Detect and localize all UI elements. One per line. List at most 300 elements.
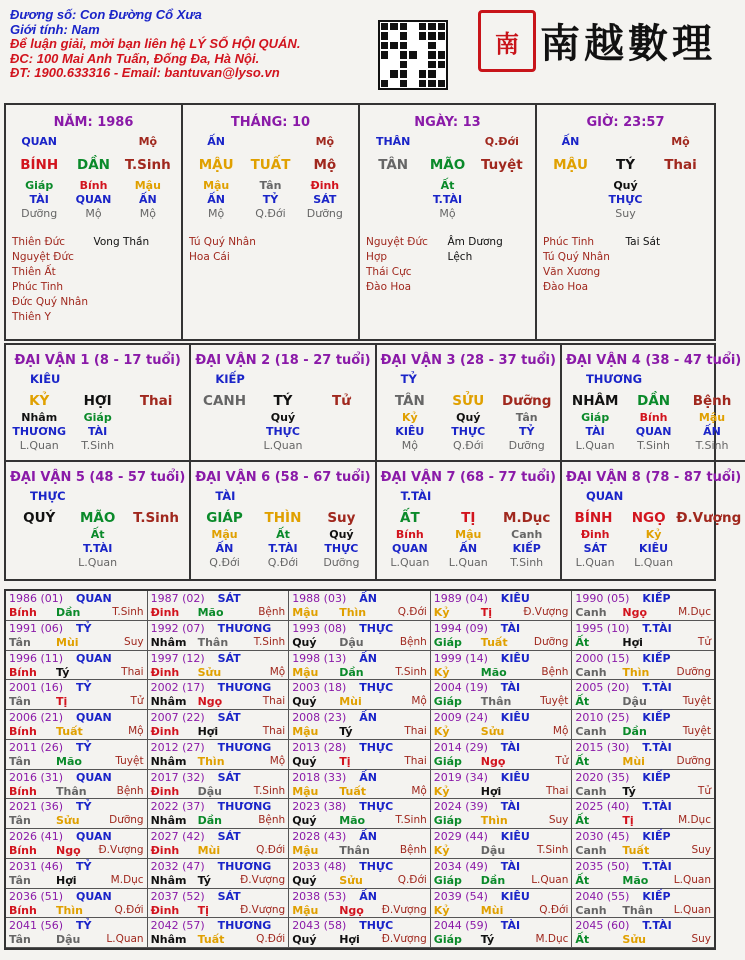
stem-branch-text: Bệnh bbox=[692, 393, 732, 409]
year-branch: Ngọ bbox=[56, 844, 81, 857]
stem-branch-text: NGỌ bbox=[631, 510, 666, 526]
stem-branch-text: THỰC bbox=[451, 425, 486, 438]
year-stem: Canh bbox=[575, 784, 607, 798]
year-stem: Mậu bbox=[292, 665, 319, 679]
year-cell bbox=[289, 680, 431, 710]
year-god: THƯƠNG bbox=[217, 859, 272, 873]
year-stage: Đ.Vượng bbox=[523, 606, 569, 618]
year-god: T.TÀI bbox=[642, 919, 672, 933]
stem-branch-text: NHÂM bbox=[571, 393, 619, 409]
year-label: 2023 (38) bbox=[292, 800, 347, 814]
stem-branch-text: Suy bbox=[327, 510, 356, 526]
stem-branch-text: Mộ bbox=[313, 157, 337, 173]
year-god: KIẾP bbox=[642, 830, 671, 843]
year-branch: Hợi bbox=[197, 725, 219, 738]
year-label: 2014 (29) bbox=[433, 740, 488, 754]
year-cell bbox=[6, 621, 148, 651]
stem-branch-text bbox=[10, 542, 68, 556]
stem-branch-text: THƯƠNG bbox=[12, 425, 67, 438]
year-stage: Q.Đới bbox=[397, 873, 427, 886]
stem-branch-text bbox=[312, 411, 370, 425]
year-branch: Dậu bbox=[622, 695, 647, 709]
year-stem: Quý bbox=[292, 873, 317, 887]
year-branch: Tuất bbox=[197, 933, 225, 947]
stem-branch-text: TỶ bbox=[518, 425, 535, 438]
year-stem: Giáp bbox=[433, 754, 462, 768]
stem-branch-text: ẤT bbox=[400, 510, 420, 526]
dai-van-1 bbox=[6, 345, 191, 462]
stem-branch-text: TỊ bbox=[461, 510, 476, 526]
stem-branch-text: DẦN bbox=[77, 157, 110, 173]
stem-branch-text: L.Quan bbox=[575, 556, 615, 569]
year-cell bbox=[431, 651, 573, 681]
year-branch: Thìn bbox=[339, 606, 367, 619]
year-cell bbox=[572, 710, 714, 740]
year-branch: Thìn bbox=[480, 814, 508, 828]
year-stage: Q.Đới bbox=[256, 933, 286, 946]
year-branch: Mùi bbox=[56, 635, 79, 649]
year-label: 2016 (31) bbox=[9, 770, 64, 784]
year-stem: Giáp bbox=[433, 635, 462, 649]
stem-branch-text: L.Quan bbox=[575, 439, 615, 452]
stem-branch-text bbox=[66, 135, 120, 149]
year-label: 2021 (36) bbox=[9, 800, 64, 814]
year-label: 2032 (47) bbox=[150, 859, 205, 873]
stem-branch-text: Ất bbox=[90, 528, 105, 541]
year-god: KIÊU bbox=[500, 651, 530, 665]
year-stem: Kỷ bbox=[433, 903, 450, 917]
year-label: 2008 (23) bbox=[292, 711, 347, 724]
year-god: KIÊU bbox=[500, 711, 530, 724]
year-cell bbox=[148, 889, 290, 919]
year-stage: Suy bbox=[691, 933, 711, 946]
stem-branch-text: L.Quan bbox=[448, 556, 488, 569]
star-name: Thiên Ất bbox=[12, 266, 56, 278]
star-name: Phúc Tinh bbox=[543, 236, 595, 248]
year-cell bbox=[148, 591, 290, 621]
year-branch: Tuất bbox=[622, 844, 650, 857]
year-label: 2033 (48) bbox=[292, 859, 347, 873]
year-cell bbox=[289, 740, 431, 770]
star-name: Đào Hoa bbox=[366, 281, 412, 293]
year-stem: Canh bbox=[575, 665, 607, 679]
year-cell bbox=[6, 889, 148, 919]
year-stem: Kỷ bbox=[433, 844, 450, 857]
year-stage: Mộ bbox=[128, 725, 144, 737]
year-god: THƯƠNG bbox=[217, 681, 272, 695]
stem-branch-text: TÂN bbox=[378, 157, 409, 173]
year-label: 2010 (25) bbox=[575, 711, 630, 724]
dai-van-god: TÀI bbox=[215, 489, 236, 503]
year-cell bbox=[289, 770, 431, 800]
dai-van-grid bbox=[4, 343, 742, 581]
stem-branch-text: Tân bbox=[259, 179, 282, 192]
stem-branch-text: T.Sinh bbox=[695, 439, 729, 452]
year-cell bbox=[148, 710, 290, 740]
dai-van-title: ĐẠI VẬN 8 (78 - 87 tuổi) bbox=[565, 470, 742, 485]
year-cell bbox=[572, 651, 714, 681]
year-branch: Mùi bbox=[622, 754, 645, 768]
year-cell bbox=[572, 621, 714, 651]
stem-branch-text: Bính bbox=[395, 528, 424, 541]
year-label: 1993 (08) bbox=[292, 621, 347, 635]
dai-van-god: THƯƠNG bbox=[585, 372, 643, 386]
year-label: 2005 (20) bbox=[575, 681, 630, 695]
year-branch: Dậu bbox=[56, 933, 81, 947]
year-cell bbox=[572, 889, 714, 919]
stem-branch-text: TÀI bbox=[29, 193, 49, 206]
year-stage: M.Dục bbox=[535, 933, 569, 946]
year-label: 2018 (33) bbox=[292, 770, 347, 784]
year-branch: Tị bbox=[339, 754, 351, 768]
year-god: TÀI bbox=[500, 621, 521, 635]
year-stem: Ất bbox=[575, 754, 590, 768]
year-cell bbox=[6, 591, 148, 621]
year-cell bbox=[431, 770, 573, 800]
year-branch: Thân bbox=[339, 844, 370, 857]
stem-branch-text: TÀI bbox=[88, 425, 108, 438]
year-stage: Thai bbox=[262, 725, 286, 737]
year-stem: Quý bbox=[292, 933, 317, 947]
year-god: QUAN bbox=[76, 651, 112, 665]
star-name: Phúc Tinh bbox=[12, 281, 64, 293]
year-branch: Thìn bbox=[56, 903, 83, 917]
year-cell bbox=[572, 740, 714, 770]
year-stem: Kỷ bbox=[433, 784, 450, 798]
year-god: T.TÀI bbox=[642, 621, 672, 635]
year-god: T.TÀI bbox=[642, 740, 672, 754]
year-cell bbox=[289, 710, 431, 740]
year-branch: Tý bbox=[56, 665, 70, 679]
dai-van-title: ĐẠI VẬN 4 (38 - 47 tuổi) bbox=[565, 353, 742, 368]
stem-branch-text bbox=[543, 207, 598, 221]
stem-branch-text: Q.Đới bbox=[484, 135, 519, 148]
year-label: 2017 (32) bbox=[150, 770, 205, 784]
year-label: 2006 (21) bbox=[9, 711, 64, 724]
year-cell bbox=[289, 651, 431, 681]
year-label: 1991 (06) bbox=[9, 621, 64, 635]
year-label: 2004 (19) bbox=[433, 681, 488, 695]
dai-van-title: ĐẠI VẬN 2 (18 - 27 tuổi) bbox=[195, 353, 371, 368]
stem-branch-text bbox=[543, 179, 598, 193]
year-cell bbox=[431, 889, 573, 919]
year-label: 1990 (05) bbox=[575, 592, 630, 605]
year-stage: Đ.Vượng bbox=[240, 903, 286, 916]
year-cell bbox=[289, 621, 431, 651]
year-god: KIẾP bbox=[642, 770, 671, 784]
stem-branch-text: THỰC bbox=[324, 542, 359, 555]
year-god: T.TÀI bbox=[642, 800, 672, 814]
stem-branch-text: Bính bbox=[79, 179, 108, 192]
year-stem: Nhâm bbox=[150, 635, 187, 649]
year-god: TỶ bbox=[76, 859, 92, 873]
year-cell bbox=[431, 621, 573, 651]
year-cell bbox=[289, 829, 431, 859]
year-label: 2001 (16) bbox=[9, 681, 64, 695]
stem-branch-text bbox=[127, 411, 185, 425]
stem-branch-text: MẬU bbox=[198, 157, 234, 173]
year-god: TÀI bbox=[500, 919, 521, 933]
stem-branch-text: Quý bbox=[329, 528, 354, 541]
dai-van-god: THỰC bbox=[30, 489, 66, 503]
year-god: T.TÀI bbox=[642, 859, 672, 873]
year-label: 2002 (17) bbox=[150, 681, 205, 695]
year-stage: L.Quan bbox=[106, 933, 144, 946]
year-label: 2022 (37) bbox=[150, 800, 205, 814]
star-name: Vong Thần bbox=[93, 236, 150, 248]
year-stage: Dưỡng bbox=[676, 754, 711, 767]
stem-branch-text: T.Sinh bbox=[124, 157, 171, 173]
year-god: T.TÀI bbox=[642, 681, 672, 695]
year-label: 1987 (02) bbox=[150, 592, 205, 605]
stem-branch-text: MẬU bbox=[553, 157, 588, 173]
year-label: 2034 (49) bbox=[433, 859, 488, 873]
year-god: SÁT bbox=[217, 770, 241, 784]
year-stage: Mộ bbox=[411, 695, 427, 708]
year-label: 2015 (30) bbox=[575, 740, 630, 754]
year-stage: Thai bbox=[404, 754, 427, 767]
year-stage: Suy bbox=[691, 844, 711, 856]
year-cell bbox=[148, 859, 290, 889]
year-god: THƯƠNG bbox=[217, 621, 272, 635]
year-stem: Nhâm bbox=[150, 814, 187, 828]
year-branch: Tị bbox=[56, 695, 68, 709]
year-stem: Nhâm bbox=[150, 873, 187, 887]
year-stem: Mậu bbox=[292, 844, 319, 857]
stem-branch-text: TỶ bbox=[262, 193, 279, 206]
stem-branch-text: ẤN bbox=[207, 135, 226, 148]
year-label: 2003 (18) bbox=[292, 681, 347, 695]
stem-branch-text: ẤN bbox=[459, 542, 478, 555]
year-cell bbox=[6, 859, 148, 889]
year-god: THƯƠNG bbox=[217, 740, 272, 754]
year-god: TỶ bbox=[76, 740, 92, 754]
year-stage: Đ.Vượng bbox=[381, 933, 427, 946]
stem-branch-text: Thai bbox=[664, 157, 697, 173]
pillar-title: NĂM: 1986 bbox=[53, 115, 134, 130]
stem-branch-text: Mộ bbox=[671, 135, 690, 148]
year-stem: Kỷ bbox=[433, 665, 450, 679]
contact-invite: Để luận giải, mời bạn liên hệ LÝ SỐ HỘI QUÁN. bbox=[10, 36, 301, 51]
year-stem: Kỷ bbox=[433, 725, 450, 738]
pillar-title: GIỜ: 23:57 bbox=[586, 115, 665, 130]
stem-branch-text bbox=[653, 179, 708, 193]
year-stage: Q.Đới bbox=[397, 606, 427, 618]
stem-branch-text: Mậu bbox=[211, 528, 238, 541]
dai-van-god: QUAN bbox=[585, 489, 624, 503]
year-stem: Tân bbox=[9, 635, 31, 649]
stem-branch-text: Giáp bbox=[581, 411, 610, 424]
year-god: THỰC bbox=[359, 740, 394, 754]
year-cell bbox=[572, 770, 714, 800]
year-stem: Bính bbox=[9, 665, 37, 679]
year-branch: Tị bbox=[197, 903, 209, 917]
year-branch: Sửu bbox=[56, 814, 80, 828]
year-stage: Bệnh bbox=[399, 844, 427, 856]
year-label: 2042 (57) bbox=[150, 919, 205, 933]
year-stem: Kỷ bbox=[433, 606, 450, 619]
year-god: THỰC bbox=[359, 800, 394, 814]
year-stage: M.Dục bbox=[110, 873, 144, 886]
year-god: SÁT bbox=[217, 592, 241, 605]
year-god: TỶ bbox=[76, 621, 92, 635]
stem-branch-text bbox=[683, 542, 741, 556]
dai-van-8 bbox=[562, 462, 745, 579]
stem-branch-text: Canh bbox=[511, 528, 543, 541]
stem-branch-text: ẤN bbox=[561, 135, 580, 148]
year-stage: Thai bbox=[262, 695, 286, 708]
stem-branch-text: T.Sinh bbox=[510, 556, 544, 569]
stem-branch-text: Q.Đới bbox=[209, 556, 240, 569]
year-label: 2045 (60) bbox=[575, 919, 630, 933]
year-label: 2011 (26) bbox=[9, 740, 64, 754]
stem-branch-text: TÝ bbox=[273, 393, 293, 409]
year-label: 1986 (01) bbox=[9, 592, 64, 605]
stem-branch-text: Ất bbox=[276, 528, 290, 541]
stem-branch-text bbox=[195, 411, 253, 425]
year-stem: Nhâm bbox=[150, 754, 187, 768]
year-stage: Đ.Vượng bbox=[240, 873, 286, 886]
year-stage: Bệnh bbox=[258, 814, 286, 827]
stem-branch-text: DẦN bbox=[637, 393, 671, 409]
star-name: Đức Quý Nhân bbox=[12, 296, 88, 308]
stem-branch-text: QUAN bbox=[392, 542, 428, 555]
year-cell bbox=[6, 651, 148, 681]
year-branch: Tuất bbox=[339, 784, 366, 798]
year-branch: Tý bbox=[480, 933, 495, 947]
year-stem: Bính bbox=[9, 606, 37, 619]
year-stem: Ất bbox=[575, 635, 590, 649]
year-cell bbox=[289, 799, 431, 829]
year-stem: Bính bbox=[9, 784, 37, 798]
year-god: TỶ bbox=[76, 681, 92, 695]
year-label: 2012 (27) bbox=[150, 740, 205, 754]
stem-branch-text: TUẤT bbox=[250, 157, 291, 173]
year-stage: Dưỡng bbox=[533, 635, 569, 648]
year-stage: T.Sinh bbox=[253, 784, 286, 797]
year-label: 2030 (45) bbox=[575, 830, 630, 843]
star-name: Thái Cực bbox=[366, 266, 412, 278]
year-branch: Mùi bbox=[480, 903, 504, 917]
year-stem: Nhâm bbox=[150, 695, 187, 709]
year-label: 2041 (56) bbox=[9, 919, 64, 933]
year-stage: Bệnh bbox=[399, 635, 427, 648]
dai-van-title: ĐẠI VẬN 1 (8 - 17 tuổi) bbox=[14, 353, 181, 368]
stem-branch-text: Mộ bbox=[138, 135, 158, 148]
year-god: QUAN bbox=[76, 889, 112, 903]
stem-branch-text: Mậu bbox=[203, 179, 230, 192]
year-god: TÀI bbox=[500, 859, 521, 873]
year-god: THỰC bbox=[359, 681, 394, 695]
year-stage: Bệnh bbox=[116, 784, 144, 797]
year-stage: Suy bbox=[548, 814, 569, 827]
year-stage: Tuyệt bbox=[540, 695, 569, 708]
year-god: THỰC bbox=[359, 859, 394, 873]
stem-branch-text: Nhâm bbox=[21, 411, 58, 424]
pillar-title: NGÀY: 13 bbox=[414, 115, 481, 130]
dai-van-5 bbox=[6, 462, 191, 579]
stem-branch-text: Thai bbox=[139, 393, 173, 409]
stem-branch-text: Mộ bbox=[315, 135, 335, 148]
year-god: TÀI bbox=[500, 740, 521, 754]
year-branch: Hợi bbox=[56, 873, 77, 887]
dai-van-6 bbox=[191, 462, 376, 579]
year-god: ẤN bbox=[359, 889, 377, 903]
year-stem: Mậu bbox=[292, 903, 319, 917]
stem-branch-text: T.Sinh bbox=[637, 439, 671, 452]
year-stem: Canh bbox=[575, 903, 607, 917]
year-stage: Mộ bbox=[269, 754, 286, 767]
chart-header bbox=[10, 8, 370, 81]
star-name: Tú Quý Nhân bbox=[543, 251, 610, 263]
year-branch: Thân bbox=[622, 903, 653, 917]
stem-branch-text: HỢI bbox=[83, 393, 112, 409]
year-stem: Ất bbox=[575, 695, 590, 709]
year-stage: Đ.Vượng bbox=[381, 903, 427, 916]
year-cell bbox=[431, 591, 573, 621]
year-stage: T.Sinh bbox=[112, 606, 144, 618]
stem-branch-text bbox=[683, 556, 741, 570]
year-cell bbox=[572, 680, 714, 710]
stem-branch-text: TÀI bbox=[585, 425, 605, 438]
year-branch: Sửu bbox=[480, 725, 505, 738]
year-label: 2039 (54) bbox=[433, 889, 488, 903]
stem-branch-text bbox=[475, 193, 529, 207]
stem-branch-text: Mộ bbox=[401, 439, 418, 452]
year-branch: Sửu bbox=[197, 665, 222, 679]
year-stage: T.Sinh bbox=[536, 844, 569, 856]
year-god: TỶ bbox=[76, 800, 92, 814]
stem-branch-text: ẤN bbox=[138, 193, 157, 206]
year-stage: Q.Đới bbox=[539, 903, 569, 916]
stem-branch-text bbox=[366, 193, 420, 207]
stem-branch-text: Q.Đới bbox=[267, 556, 299, 569]
stem-branch-text bbox=[195, 425, 253, 439]
year-branch: Hợi bbox=[480, 784, 502, 798]
year-stem: Mậu bbox=[292, 606, 319, 619]
year-stage: Mộ bbox=[269, 665, 286, 678]
year-cell bbox=[6, 710, 148, 740]
phone-email: ĐT: 1900.633316 - Email: bantuvan@lyso.vn bbox=[10, 65, 280, 80]
stem-branch-text: Dưỡng bbox=[323, 556, 360, 569]
year-stem: Canh bbox=[575, 725, 607, 738]
year-cell bbox=[6, 740, 148, 770]
year-cell bbox=[431, 918, 573, 948]
year-stage: Tuyệt bbox=[682, 695, 711, 708]
stem-branch-text: KIẾP bbox=[512, 542, 541, 555]
year-branch: Dậu bbox=[339, 635, 364, 649]
stem-branch-text: Đinh bbox=[580, 528, 610, 541]
dai-van-god: TỶ bbox=[400, 372, 417, 386]
year-stage: Dưỡng bbox=[109, 814, 144, 827]
stem-branch-text: THÂN bbox=[375, 135, 411, 148]
year-label: 1995 (10) bbox=[575, 621, 630, 635]
stem-branch-text: T.TÀI bbox=[432, 193, 463, 206]
year-stage: Bệnh bbox=[258, 606, 286, 618]
red-seal-logo: 南 bbox=[478, 10, 536, 72]
year-stage: Mộ bbox=[411, 784, 427, 797]
stem-branch-text: MÃO bbox=[429, 157, 466, 173]
star-name: Nguyệt Đức Hợp bbox=[366, 236, 428, 263]
stem-branch-text: Dưỡng bbox=[502, 393, 552, 409]
stem-branch-text: Suy bbox=[615, 207, 636, 220]
year-stem: Giáp bbox=[433, 933, 462, 947]
year-branch: Tị bbox=[622, 814, 634, 828]
year-label: 2024 (39) bbox=[433, 800, 488, 814]
year-cell bbox=[289, 889, 431, 919]
stem-branch-text bbox=[243, 135, 297, 149]
year-god: QUAN bbox=[76, 830, 112, 843]
